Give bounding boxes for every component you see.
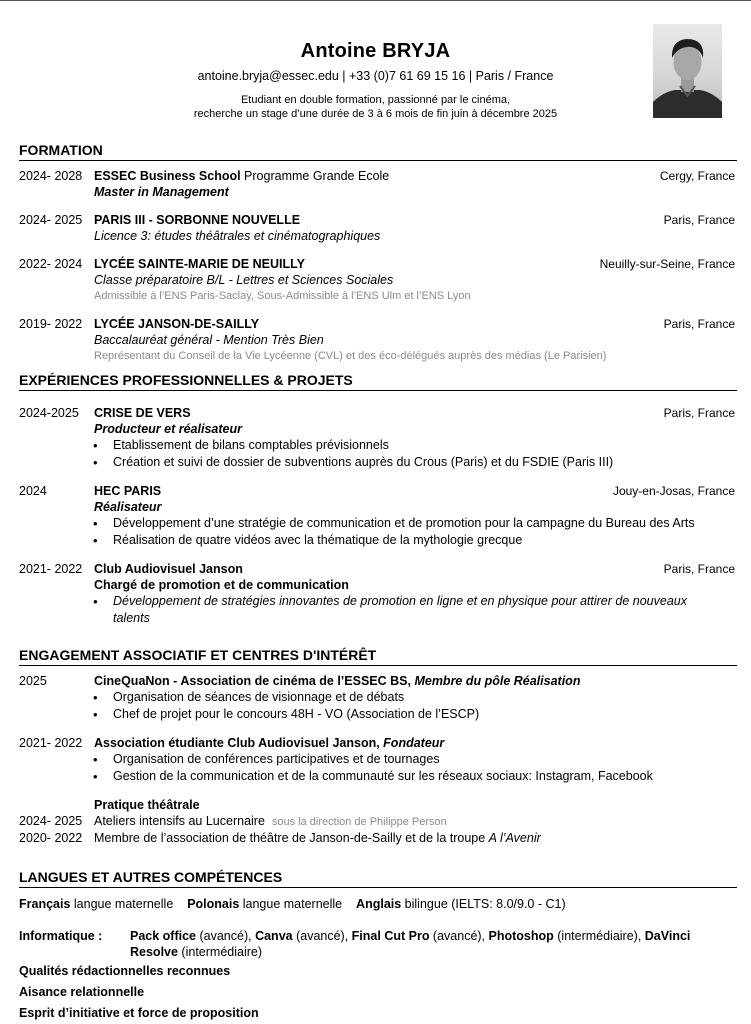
entry-date: 2021- 2022: [19, 562, 83, 576]
bullet-item: • Création et suivi de dossier de subventions auprès du Crous (Paris) et du FSDIE (Paris III): [94, 454, 737, 471]
quality-item: Aisance relationnelle: [19, 985, 145, 999]
entry-org: LYCÉE SAINTE-MARIE DE NEUILLY: [94, 257, 305, 271]
skill-level: (intermédiaire): [177, 945, 263, 959]
entry-note: Représentant du Conseil de la Vie Lycéenne (CVL) et des éco-délégués auprès des médias (Le Parisien): [94, 350, 607, 362]
section-engagement: [19, 646, 737, 846]
section-title: LANGUES ET AUTRES COMPÉTENCES: [19, 868, 737, 888]
bullet-list: [94, 437, 737, 471]
bullet-item: • Chef de projet pour le concours 48H - VO (Association de l’ESCP): [94, 706, 737, 723]
association-entry: [19, 673, 737, 723]
entry-org: Club Audiovisuel Janson: [94, 562, 243, 576]
top-border: [0, 0, 751, 1]
section-experiences: [19, 371, 737, 627]
bullet-list: [94, 593, 737, 627]
bullet-list: [94, 689, 737, 723]
entry-location: Neuilly-sur-Seine, France: [599, 257, 735, 271]
entry-org-detail: Programme Grande Ecole: [240, 169, 390, 183]
entry-location: Paris, France: [663, 317, 735, 331]
education-entry: [19, 256, 737, 304]
education-entry: [19, 168, 737, 200]
experience-entry: [19, 561, 737, 627]
skill-name: Pack office: [130, 929, 197, 943]
quality-item: Qualités rédactionnelles reconnues: [19, 964, 231, 978]
entry-date: 2020- 2022: [19, 831, 83, 845]
section-skills: [19, 868, 737, 1024]
cv-header: [0, 38, 751, 121]
entry-org: PARIS III - SORBONNE NOUVELLE: [94, 213, 301, 227]
language-level: langue maternelle: [239, 897, 343, 911]
language-level: bilingue (IELTS: 8.0/9.0 - C1): [401, 897, 566, 911]
bullet-item: • Réalisation de quatre vidéos avec la thématique de la mythologie grecque: [94, 532, 737, 549]
entry-date: 2021- 2022: [19, 736, 83, 750]
entry-degree: Licence 3: études théâtrales et cinématographiques: [94, 229, 381, 243]
entry-org: CineQuaNon - Association de cinéma de l’ESSEC BS,: [94, 674, 415, 688]
section-title: EXPÉRIENCES PROFESSIONNELLES & PROJETS: [19, 371, 737, 391]
it-skills-row: [19, 928, 737, 960]
entry-degree: Baccalauréat général - Mention Très Bien: [94, 333, 324, 347]
entry-note: Admissible à l’ENS Paris-Saclay, Sous-Admissible à l’ENS Ulm et l’ENS Lyon: [94, 290, 471, 302]
theatre-row: [19, 830, 737, 846]
bullet-item: • Organisation de séances de visionnage et de débats: [94, 689, 737, 706]
entry-role: Chargé de promotion et de communication: [94, 578, 349, 592]
skill-level: (intermédiaire),: [553, 929, 645, 943]
entry-location: Paris, France: [663, 562, 735, 576]
skill-name: DaVinci Resolve: [130, 929, 691, 959]
entry-role: Réalisateur: [94, 500, 162, 514]
entry-role: Fondateur: [383, 736, 445, 750]
profile-photo: [653, 24, 722, 118]
theatre-title: Pratique théâtrale: [94, 798, 200, 812]
skill-name: Final Cut Pro: [351, 929, 430, 943]
candidate-name: Antoine BRYJA: [300, 40, 451, 62]
languages-row: [19, 896, 737, 913]
entry-org: Association étudiante Club Audiovisuel Janson,: [94, 736, 384, 750]
skill-level: (avancé),: [429, 929, 489, 943]
entry-date: 2024: [19, 484, 47, 498]
entry-org: HEC PARIS: [94, 484, 162, 498]
tagline: [0, 94, 751, 121]
bullet-item: • Etablissement de bilans comptables prévisionnels: [94, 437, 737, 454]
entry-role: Membre du pôle Réalisation: [414, 674, 581, 688]
entry-location: Cergy, France: [659, 169, 735, 183]
experience-entry: [19, 483, 737, 549]
entry-org: CRISE DE VERS: [94, 406, 191, 420]
entry-date: 2022- 2024: [19, 257, 83, 271]
entry-degree: Master in Management: [94, 185, 229, 199]
entry-date: 2025: [19, 674, 47, 688]
section-title: ENGAGEMENT ASSOCIATIF ET CENTRES D'INTÉRÊT: [19, 646, 737, 666]
entry-date: 2019- 2022: [19, 317, 83, 331]
contact-line: antoine.bryja@essec.edu | +33 (0)7 61 69 15 16 | Paris / France: [197, 69, 554, 83]
theatre-row: [19, 813, 737, 830]
tagline-line-1: Etudiant en double formation, passionné par le cinéma,: [240, 94, 511, 106]
language-name: Français: [19, 897, 71, 911]
entry-location: Paris, France: [663, 213, 735, 227]
entry-date: 2024-2025: [19, 406, 79, 420]
entry-org: LYCÉE JANSON-DE-SAILLY: [94, 317, 260, 331]
language-name: Polonais: [187, 897, 240, 911]
skill-name: Photoshop: [488, 929, 554, 943]
bullet-list: [94, 751, 737, 785]
experience-entry: [19, 405, 737, 471]
education-entry: [19, 316, 737, 364]
education-entry: [19, 212, 737, 244]
section-formation: [19, 141, 737, 364]
bullet-item: • Gestion de la communication et de la communauté sur les réseaux sociaux: Instagram, Facebook: [94, 768, 737, 785]
troupe-name: A l’Avenir: [488, 831, 541, 845]
entry-date: 2024- 2025: [19, 213, 83, 227]
language-level: langue maternelle: [70, 897, 174, 911]
bullet-item: • Développement d’une stratégie de communication et de promotion pour la campagne du Bureau des Arts: [94, 515, 737, 532]
theatre-block: [19, 797, 737, 846]
entry-location: Jouy-en-Josas, France: [612, 484, 735, 498]
language-name: Anglais: [356, 897, 402, 911]
theatre-text: Ateliers intensifs au Lucernaire: [94, 814, 265, 828]
section-title: FORMATION: [19, 141, 737, 161]
entry-date: 2024- 2028: [19, 169, 83, 183]
tagline-line-2: recherche un stage d’une durée de 3 à 6 mois de fin juin à décembre 2025: [193, 107, 558, 120]
it-skills-label: Informatique :: [19, 929, 103, 943]
bullet-list: [94, 515, 737, 549]
bullet-item: • Organisation de conférences participatives et de tournages: [94, 751, 737, 768]
entry-org: ESSEC Business School: [94, 169, 241, 183]
entry-role: Producteur et réalisateur: [94, 422, 242, 436]
association-entry: [19, 735, 737, 785]
entry-degree: Classe préparatoire B/L - Lettres et Sciences Sociales: [94, 273, 394, 287]
theatre-text: Membre de l’association de théâtre de Janson-de-Sailly et de la troupe: [94, 831, 489, 845]
skill-name: Canva: [255, 929, 293, 943]
bullet-item: • Développement de stratégies innovantes de promotion en ligne et en physique pour attirer de nouveaux talents: [94, 593, 737, 627]
skill-level: (avancé),: [196, 929, 256, 943]
skill-level: (avancé),: [292, 929, 352, 943]
quality-item: Esprit d’initiative et force de proposition: [19, 1006, 259, 1020]
entry-date: 2024- 2025: [19, 814, 83, 828]
entry-location: Paris, France: [663, 406, 735, 420]
theatre-note: sous la direction de Philippe Person: [271, 816, 447, 828]
